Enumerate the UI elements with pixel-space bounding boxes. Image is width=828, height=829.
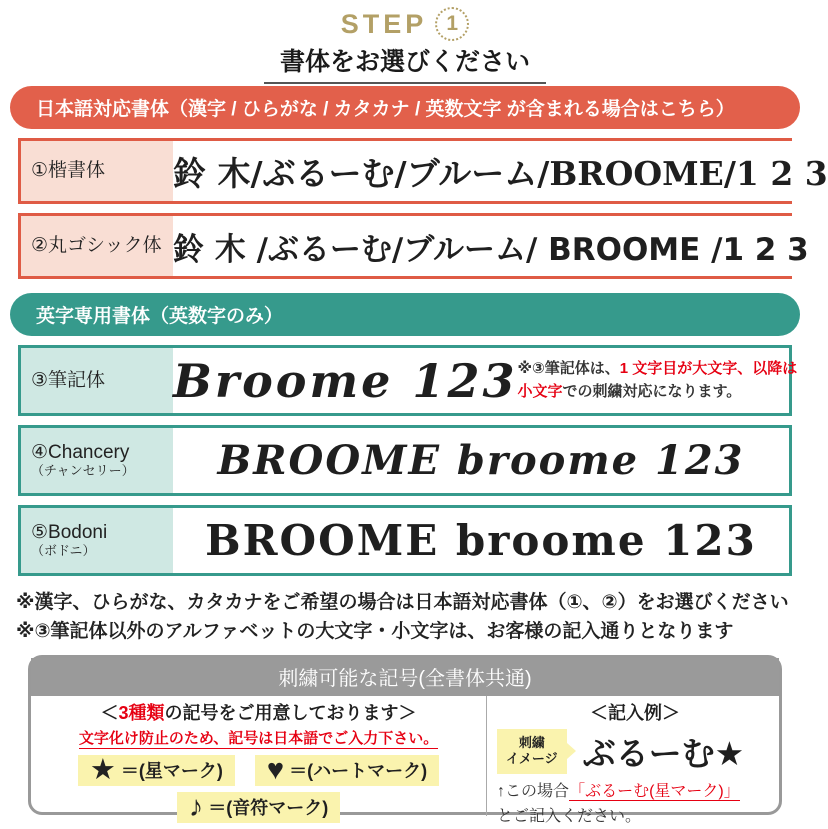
symbol-label-star: ＝(星マーク): [120, 761, 223, 782]
symbols-box-title: 刺繍可能な記号(全書体共通): [31, 658, 779, 696]
step-label: STEP: [340, 8, 428, 39]
font-sample-marugothic: 鈴 木 /ぶるーむ/ブルーム/ BROOME /1 2 3: [173, 231, 809, 268]
symbols-heading-count: 3種類: [118, 702, 165, 723]
example-panel: [487, 696, 779, 825]
usage-notes: [16, 588, 810, 647]
embroidery-image-tag: [497, 729, 567, 774]
heart-icon: ♥: [266, 753, 285, 786]
font-label-script: ③筆記体: [21, 348, 173, 413]
font-sample-bodoni: BROOME broome 123: [205, 516, 757, 565]
music-note-icon: ♪: [188, 790, 204, 823]
english-fonts-banner: 英字専用書体（英数字のみ）: [10, 293, 800, 336]
font-option-chancery[interactable]: [18, 425, 792, 496]
font-option-marugothic[interactable]: [18, 213, 809, 279]
font-sample-script: Broome 123: [173, 353, 518, 408]
font-option-script[interactable]: [18, 345, 798, 416]
font-label-kaisho: ①楷書体: [21, 141, 173, 201]
symbol-chip-music-note: [177, 792, 341, 823]
star-icon: ★: [89, 753, 116, 786]
step-indicator: [0, 0, 810, 42]
symbols-warning: 文字化け防止のため、記号は日本語でご入力下さい。: [78, 729, 439, 747]
script-note-red: 1 文字目が大文字、以降は小文字: [517, 360, 798, 400]
example-embroidery-text: ぶるーむ★: [582, 733, 745, 773]
symbol-label-heart: ＝(ハートマーク): [289, 761, 428, 782]
page-title: 書体をお選びください: [264, 42, 546, 84]
tag-line1: 刺繍: [518, 735, 545, 751]
symbol-chip-star: [78, 755, 235, 786]
script-note-prefix: ※③筆記体は、: [517, 360, 620, 377]
font-sample-chancery: BROOME broome 123: [217, 437, 745, 484]
font-sample-kaisho: 鈴 木/ぶるーむ/ブルーム/BROOME/1 2 3: [173, 153, 828, 193]
symbol-label-music-note: ＝(音符マーク): [208, 798, 329, 819]
font-label-bodoni-jp: （ボドニ）: [31, 542, 96, 558]
example-title: ＜記入例＞: [590, 702, 681, 723]
note-letter-case: ※③筆記体以外のアルファベットの大文字・小文字は、お客様の記入通りとなります: [16, 621, 734, 643]
japanese-fonts-banner: 日本語対応書体（漢字 / ひらがな / カタカナ / 英数文字 が含まれる場合はこちら）: [10, 86, 800, 129]
example-note-red: 「ぶるーむ(星マーク)」: [569, 782, 740, 800]
font-label-chancery-jp: （チャンセリー）: [31, 462, 135, 478]
example-note: [497, 780, 773, 829]
font-label-chancery: [21, 428, 173, 493]
step-number-badge: 1: [435, 7, 469, 41]
example-note-prefix: ↑この場合: [497, 782, 570, 800]
tag-line2: イメージ: [506, 751, 558, 767]
symbols-box: [28, 655, 782, 825]
symbols-heading-open: ＜: [100, 702, 119, 723]
symbols-heading-rest: の記号をご用意しております＞: [164, 702, 417, 723]
font-label-bodoni: [21, 508, 173, 573]
font-label-marugothic: ②丸ゴシック体: [21, 216, 173, 276]
font-option-kaisho[interactable]: [18, 138, 828, 204]
script-note-suffix: での刺繍対応になります。: [562, 382, 742, 400]
symbol-chip-heart: [255, 755, 439, 786]
font-label-bodoni-en: ⑤Bodoni: [31, 522, 108, 544]
note-japanese-fonts: ※漢字、ひらがな、カタカナをご希望の場合は日本語対応書体（①、②）をお選びください: [16, 592, 789, 613]
script-font-note: [517, 348, 819, 413]
symbols-list-panel: [31, 696, 487, 823]
font-label-chancery-en: ④Chancery: [31, 442, 130, 464]
symbols-heading: [35, 699, 482, 725]
font-option-bodoni[interactable]: [18, 505, 792, 576]
example-note-suffix: とご記入ください。: [497, 807, 642, 825]
